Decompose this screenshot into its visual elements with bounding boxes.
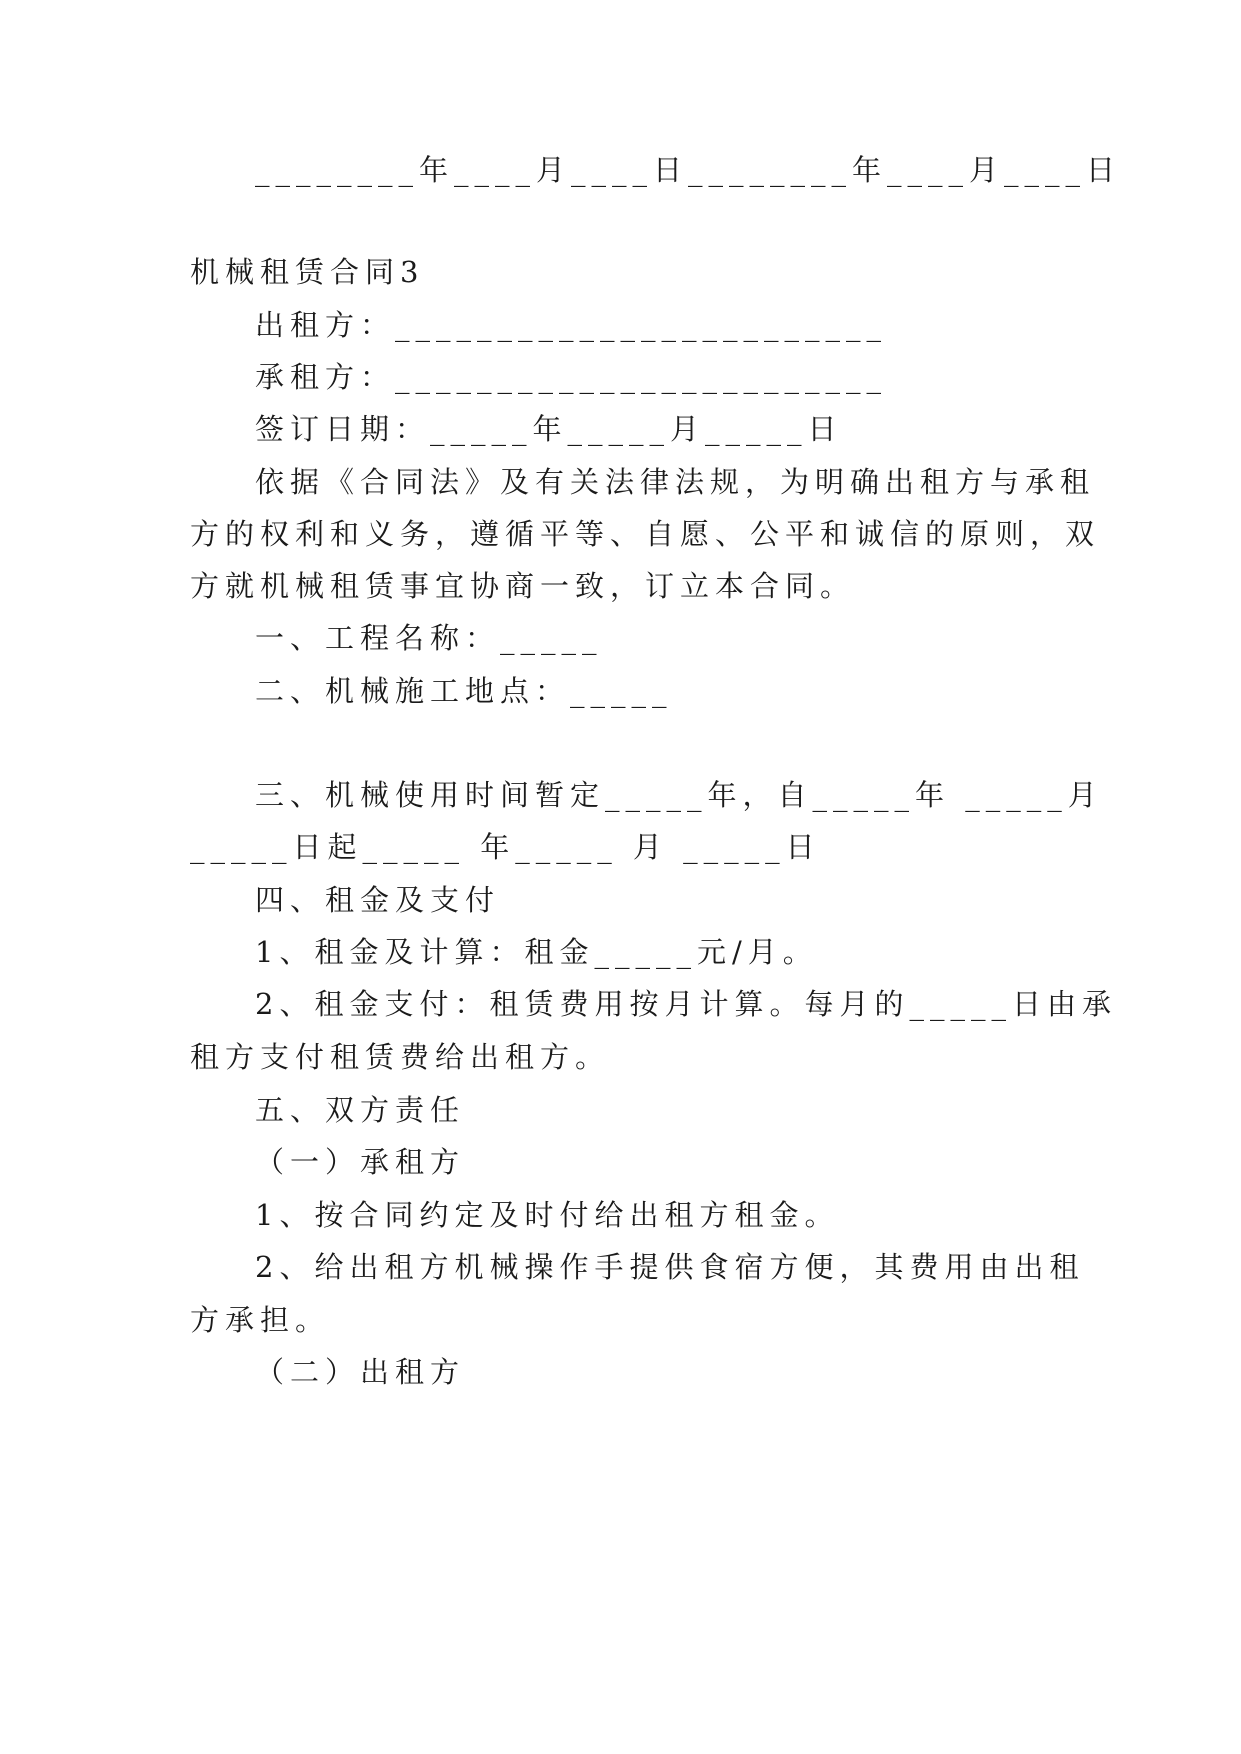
sign-date-line: 签订日期：_____年_____月_____日 [255,412,843,446]
clause-duration-line-1: 三、机械使用时间暂定_____年，自_____年 _____月 [255,778,1103,812]
preamble-line-1: 依据《合同法》及有关法律法规，为明确出租方与承租 [255,465,1096,499]
contract-title: 机械租赁合同3 [190,255,425,289]
clause-duration-line-2: _____日起_____ 年_____ 月 _____日 [190,830,821,864]
subsection-lessee: （一）承租方 [255,1145,466,1179]
subsection-lessor: （二）出租方 [255,1355,466,1389]
clause-responsibility-heading: 五、双方责任 [255,1093,466,1127]
preamble-line-3: 方就机械租赁事宜协商一致，订立本合同。 [190,569,856,603]
lessee-line: 承租方：________________________ [255,360,888,394]
clause-rent-calc: 1、租金及计算：租金_____元/月。 [255,935,818,969]
clause-rent-heading: 四、租金及支付 [255,883,501,917]
lessee-duty-2-line-1: 2、给出租方机械操作手提供食宿方便，其费用由出租 [255,1250,1085,1284]
lessee-duty-1: 1、按合同约定及时付给出租方租金。 [255,1198,840,1232]
preamble-line-2: 方的权利和义务，遵循平等、自愿、公平和诚信的原则，双 [190,517,1101,551]
clause-work-site: 二、机械施工地点：_____ [255,674,673,708]
clause-project-name: 一、工程名称：_____ [255,621,603,655]
clause-rent-payment-line-2: 租方支付租赁费给出租方。 [190,1040,611,1074]
date-line: ________年____月____日________年____月____日 [255,153,1122,187]
lessee-duty-2-line-2: 方承担。 [190,1303,331,1337]
lessor-line: 出租方：________________________ [255,308,888,342]
clause-rent-payment-line-1: 2、租金支付：租赁费用按月计算。每月的_____日由承 [255,987,1117,1021]
